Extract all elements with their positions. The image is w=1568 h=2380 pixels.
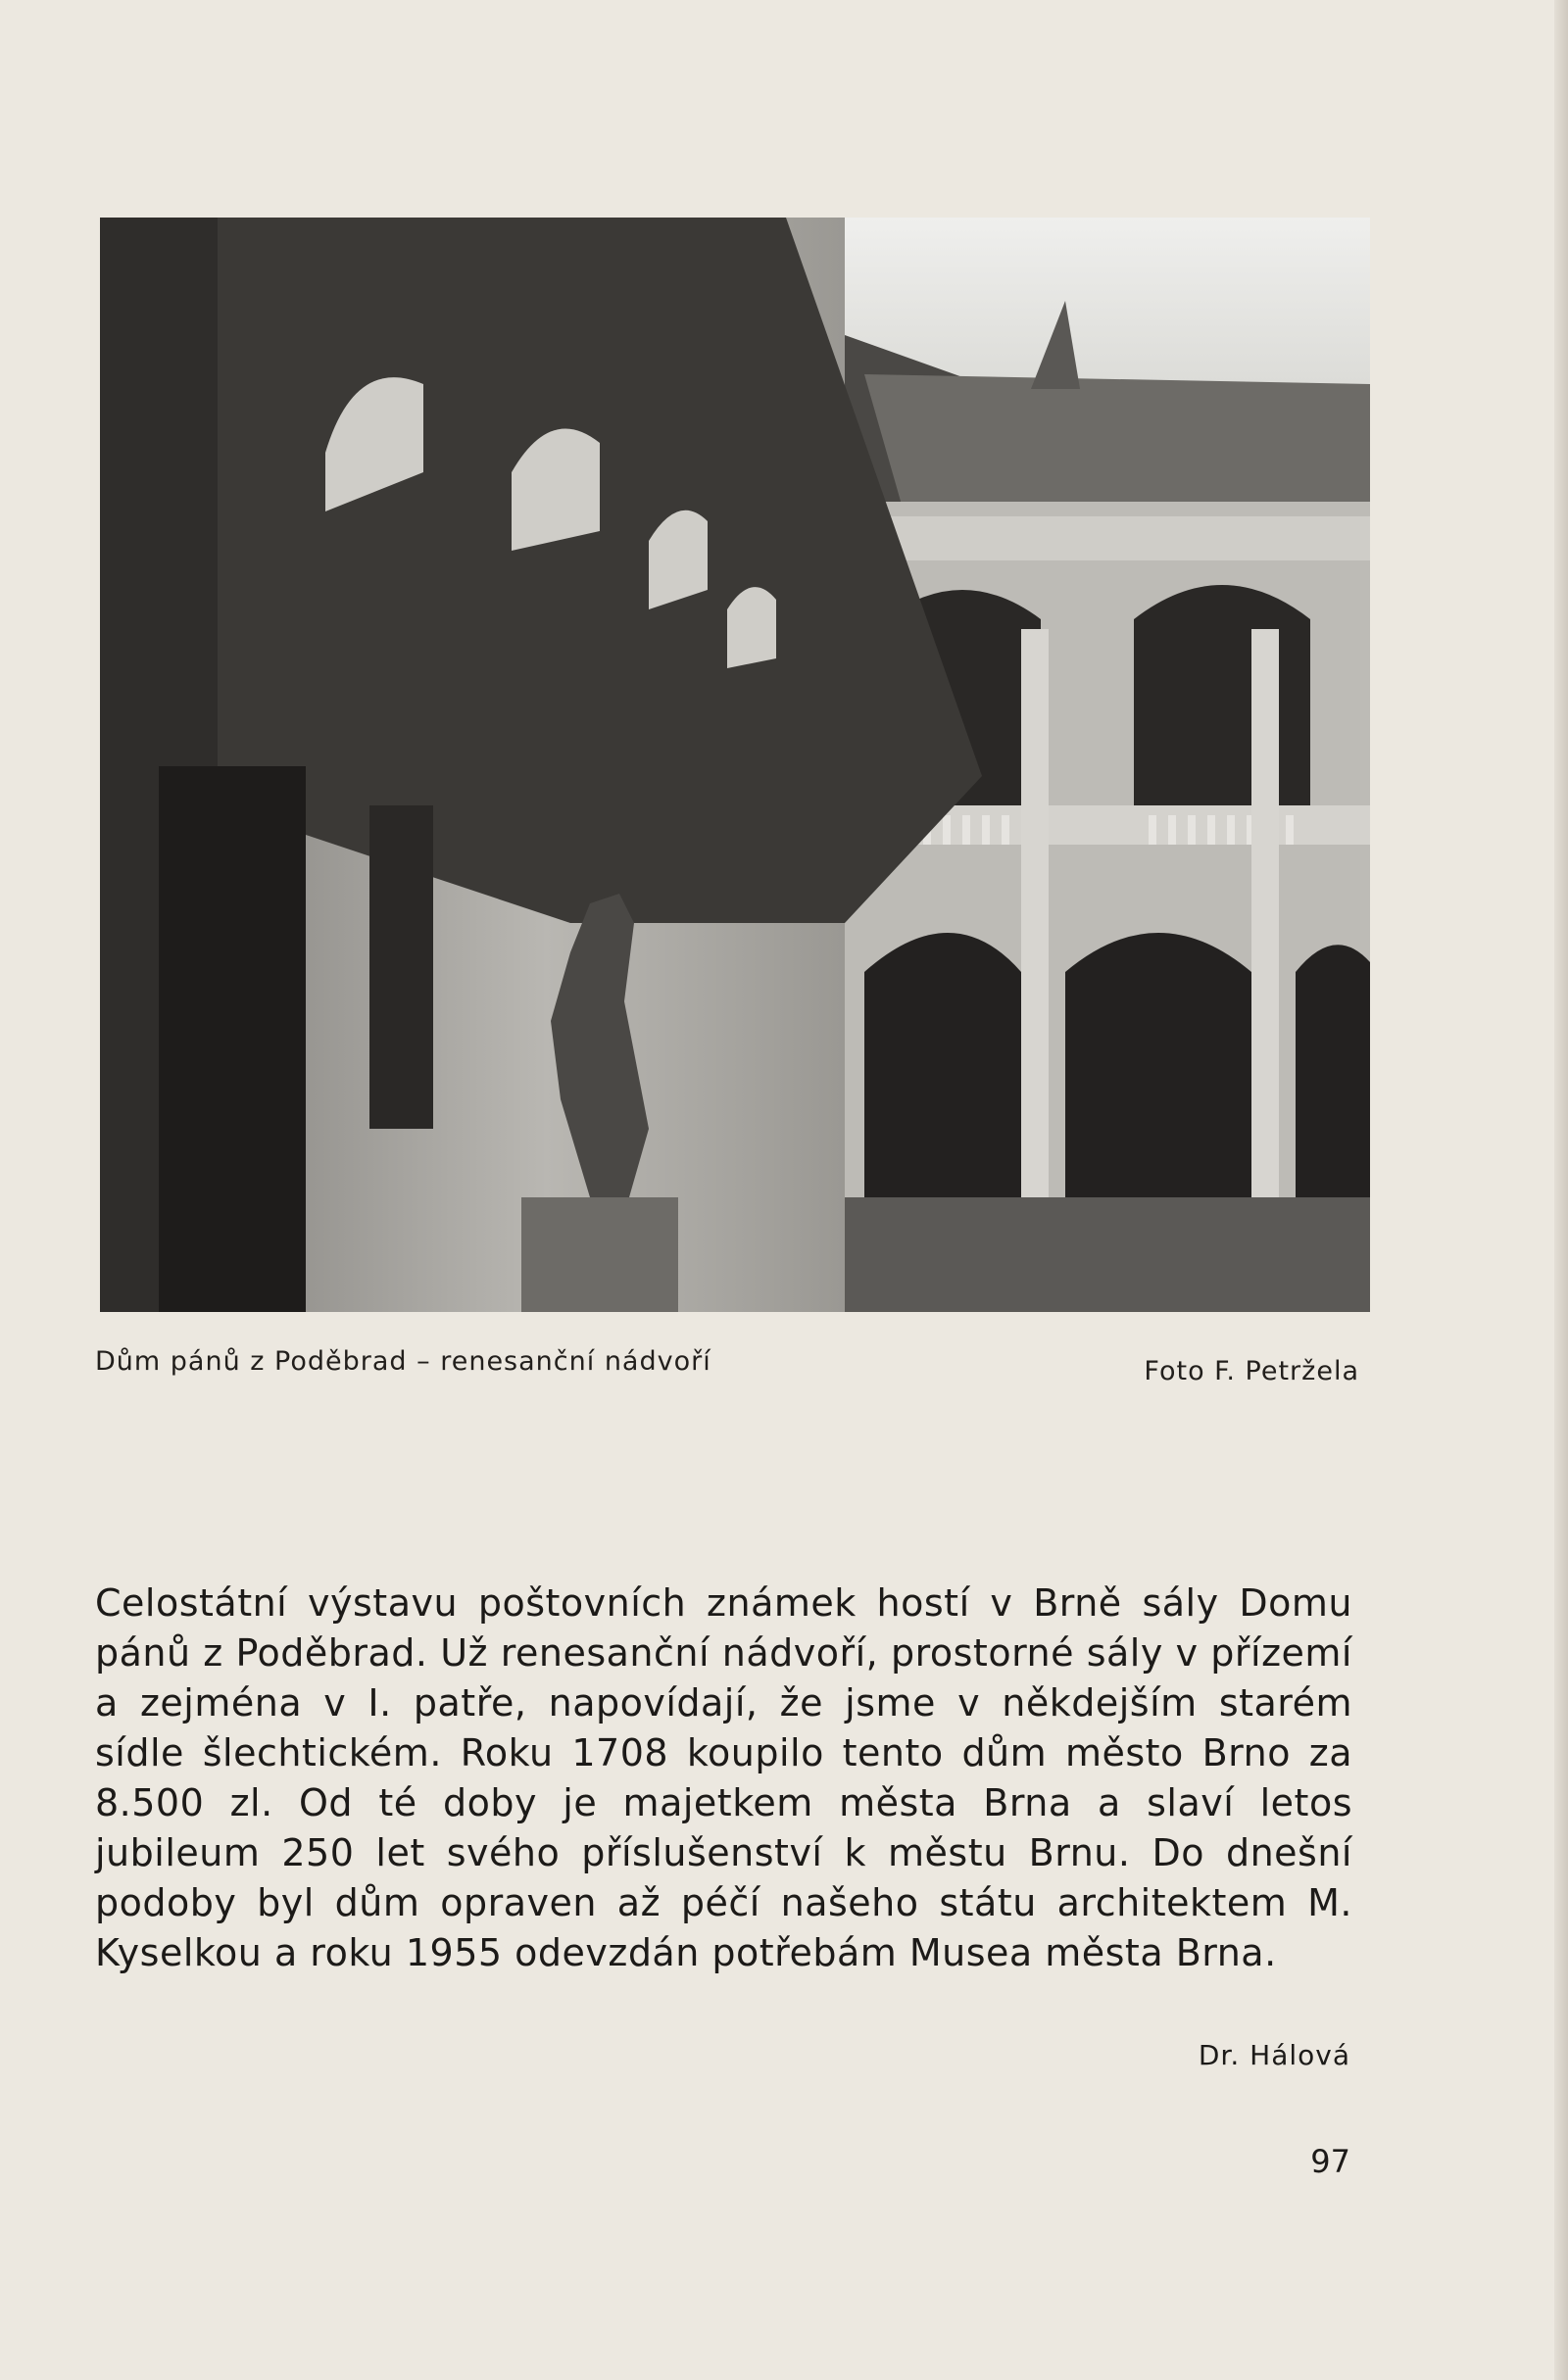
figure-caption: Dům pánů z Poděbrad – renesanční nádvoří — [95, 1346, 711, 1377]
article-paragraph: Celostátní výstavu poštovních známek hostí v Brně sály Domu pánů z Poděbrad. Už renesanční nádvoří, prostorné sály v přízemí a zejména v I. patře, napovídají, že jsme v někdejším starém sídle šlechtickém. Roku 1708 koupilo tento dům město Brno za 8.500 zl. Od té doby je majetkem města Brna a slaví letos jubileum 250 let svého příslušenství k městu Brnu. Do dnešní podoby byl dům opraven až péčí našeho státu architektem M. Kyselkou a roku 1955 odevzdán potřebám Musea města Brna. — [95, 1581, 1352, 1974]
courtyard-photo — [100, 218, 1370, 1312]
figure-caption-row — [95, 1346, 1359, 1385]
photo-credit: Foto F. Petržela — [1144, 1356, 1359, 1386]
page-number: 97 — [1310, 2143, 1350, 2180]
page-edge — [1554, 0, 1568, 2380]
author-signature: Dr. Hálová — [1198, 2039, 1350, 2071]
